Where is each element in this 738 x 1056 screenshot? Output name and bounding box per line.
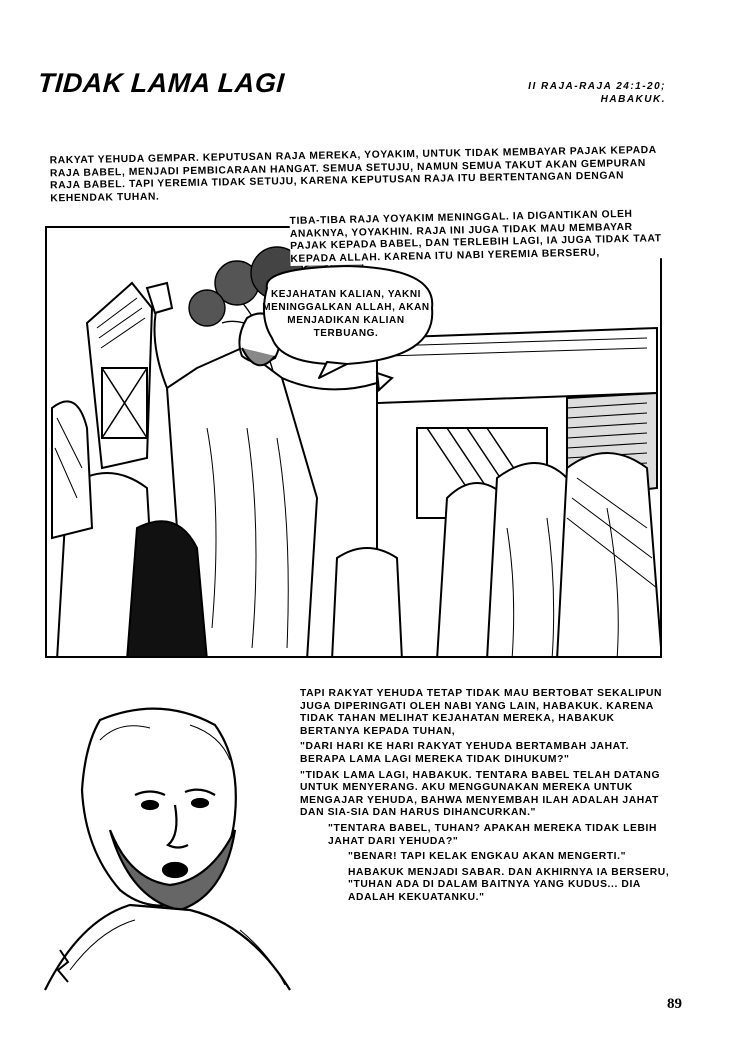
page-number: 89 — [667, 996, 682, 1012]
bottom-text-block — [300, 688, 670, 908]
habakkuk-portrait — [40, 700, 300, 1000]
bottom-paragraph-2: "DARI HARI KE HARI RAKYAT YEHUDA BERTAMBAH JAHAT. BERAPA LAMA LAGI MEREKA TIDAK DIHUKUM?" — [300, 741, 630, 765]
page-title: TIDAK LAMA LAGI — [36, 68, 286, 98]
speech-bubble-text: KEJAHATAN KALIAN, YAKNI MENINGGALKAN ALLAH, AKAN MENJADIKAN KALIAN TERBUANG. — [262, 289, 430, 339]
bottom-paragraph-5: "BENAR! TAPI KELAK ENGKAU AKAN MENGERTI." — [348, 851, 627, 863]
scripture-reference-line1: II RAJA-RAJA 24:1-20; — [528, 81, 666, 92]
intro-paragraph: RAKYAT YEHUDA GEMPAR. KEPUTUSAN RAJA MEREKA, YOYAKIM, UNTUK TIDAK MEMBAYAR PAJAK KEPADA RAJA BABEL, MENJADI PEMBICARAAN HANGAT. SEMUA SETUJU, NAMUN SEMUA TAKUT AKAN GEMPURAN RAJA BABEL. TAPI YEREMIA TIDAK SETUJU, KARENA KEPUTUSAN RAJA ITU BERTENTANGAN DENGAN KEHENDAK TUHAN. — [49, 144, 657, 205]
bottom-paragraph-6: HABAKUK MENJADI SABAR. DAN AKHIRNYA IA BERSERU, "TUHAN ADA DI DALAM BAITNYA YANG KUDUS... DIA ADALAH KEKUATANKU." — [348, 866, 670, 903]
bottom-paragraph-1: TAPI RAKYAT YEHUDA TETAP TIDAK MAU BERTOBAT SEKALIPUN JUGA DIPERINGATI OLEH NABI YANG LAIN, HABAKUK. KARENA TIDAK TAHAN MELIHAT KEJAHATAN MEREKA, HABAKUK BERTANYA KEPADA TUHAN, — [300, 688, 663, 737]
panel-caption: TIBA-TIBA RAJA YOYAKIM MENINGGAL. IA DIGANTIKAN OLEH ANAKNYA, YOYAKHIN. RAJA INI JUGA TIDAK MAU MEMBAYAR PAJAK KEPADA BABEL, DAN TERLEBIH LAGI, IA JUGA TIDAK TAAT KEPADA ALLAH. KARENA ITU NABI YEREMIA BERSERU, — [290, 208, 671, 266]
habakkuk-illustration — [40, 700, 300, 1000]
scripture-reference — [528, 80, 666, 106]
bottom-paragraph-3: "TIDAK LAMA LAGI, HABAKUK. TENTARA BABEL TELAH DATANG UNTUK MENYERANG. AKU MENGGUNAKAN MEREKA UNTUK MENGAJAR YEHUDA, BAHWA MENYEMBAH ILAH ADALAH JAHAT DAN SIA-SIA DAN HARUS DIHANCURKAN." — [300, 769, 661, 819]
bottom-paragraph-4: "TENTARA BABEL, TUHAN? APAKAH MEREKA TIDAK LEBIH JAHAT DARI YEHUDA?" — [328, 822, 658, 847]
scripture-reference-line2: HABAKUK. — [600, 94, 666, 105]
